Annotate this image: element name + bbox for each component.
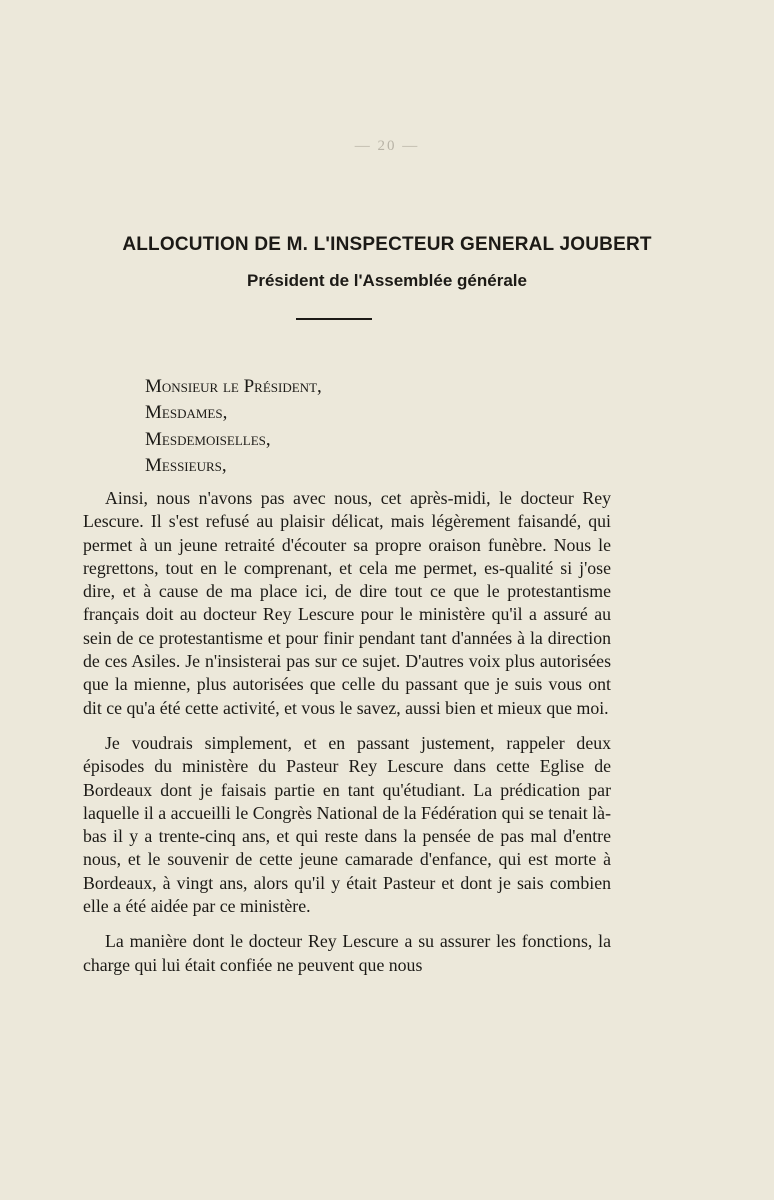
title-divider xyxy=(296,318,372,320)
salutation-line: Messieurs, xyxy=(145,454,227,476)
salutation-block xyxy=(145,374,322,479)
speech-body xyxy=(83,487,611,989)
paragraph: Ainsi, nous n'avons pas avec nous, cet après-midi, le docteur Rey Lescure. Il s'est refusé au plaisir délicat, mais légèrement faisandé, qui permet à un jeune retraité d'écouter sa propre oraison funèbre. Nous le regrettons, tout en le comprenant, et cela me permet, es-qualité si j'ose dire, et à cause de ma place ici, de dire tout ce que le protestantisme français doit au docteur Rey Lescure pour le ministère qu'il a assuré au sein de ce protestantisme et pour finir pendant tant d'années à la direction de ces Asiles. Je n'insisterai pas sur ce sujet. D'autres voix plus autorisées que la mienne, plus autorisées que celle du passant que je suis vous ont dit ce qu'a été cette activité, et vous le savez, aussi bien et mieux que moi. xyxy=(83,488,611,718)
paragraph: La manière dont le docteur Rey Lescure a su assurer les fonctions, la charge qui lui était confiée ne peuvent que nous xyxy=(83,931,611,975)
salutation-line: Mesdemoiselles, xyxy=(145,428,271,450)
page-title: ALLOCUTION DE M. L'INSPECTEUR GENERAL JOUBERT xyxy=(122,234,652,255)
page-number: — 20 — xyxy=(354,138,420,154)
salutation-line: Mesdames, xyxy=(145,402,228,424)
paragraph: Je voudrais simplement, et en passant justement, rappeler deux épisodes du ministère du Pasteur Rey Lescure dans cette Eglise de Bordeaux dont je faisais partie en tant qu'étudiant. La prédication par laquelle il a accueilli le Congrès National de la Fédération qui se tenait là-bas il y a trente-cinq ans, et qui reste dans la pensée de pas mal d'entre nous, et le souvenir de cette jeune camarade d'enfance, qui est morte à Bordeaux, à vingt ans, alors qu'il y était Pasteur et dont je sais combien elle a été aidée par ce ministère. xyxy=(83,732,611,917)
page-subtitle: Président de l'Assemblée générale xyxy=(247,271,527,290)
salutation-line: Monsieur le Président, xyxy=(145,376,322,397)
